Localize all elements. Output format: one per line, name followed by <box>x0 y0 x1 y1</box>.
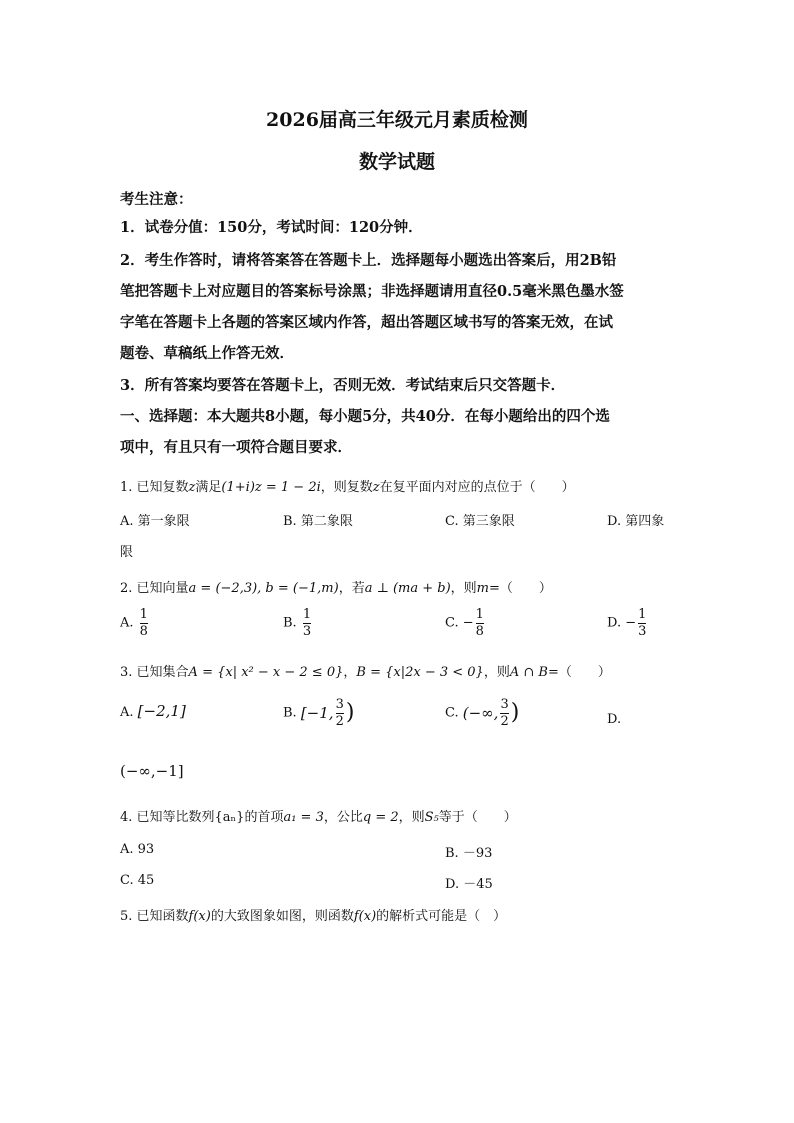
q3-option-c <box>445 698 519 728</box>
q2-text-1: 2. 已知向量 <box>120 581 189 596</box>
q1-option-b: B. 第二象限 <box>283 514 353 529</box>
q2-option-b-label: B. <box>283 615 297 631</box>
q2-option-c <box>445 608 486 638</box>
q4-option-c: C. 45 <box>120 873 155 888</box>
q1-option-d-wrap: 限 <box>120 545 134 560</box>
section-1-line-1: 一、选择题：本大题共8小题，每小题5分，共40分．在每小题给出的四个选 <box>120 408 610 425</box>
q3-option-b <box>283 698 354 728</box>
note-2-line-4: 题卷、草稿纸上作答无效． <box>120 345 294 362</box>
q3-text-4: =（ ） <box>547 665 611 680</box>
q1-var-z-2: z <box>372 480 380 495</box>
q4-ratio: q = 2 <box>362 810 399 825</box>
q2-text-2: ，若 <box>338 581 365 596</box>
numerator: 1 <box>139 607 148 622</box>
q2-var-m: m <box>476 581 489 596</box>
q3-intersection: A ∩ B <box>509 665 548 680</box>
q2-option-c-label: C. <box>445 615 459 631</box>
note-1: 1．试卷分值：150分，考试时间：120分钟． <box>120 219 423 236</box>
question-4 <box>120 806 517 825</box>
q1-option-d: D. 第四象 <box>607 514 665 529</box>
note-2-line-2: 笔把答题卡上对应题目的答案标号涂黑；非选择题请用直径0.5毫米黑色墨水签 <box>120 283 624 300</box>
q3-option-b-fraction <box>336 698 344 728</box>
q1-var-z: z <box>188 480 196 495</box>
q3-set-a: A = {x| x² − x − 2 ≤ 0} <box>188 665 344 680</box>
q1-option-a: A. 第一象限 <box>120 514 190 529</box>
question-1 <box>120 476 575 495</box>
q3-text-2: ， <box>343 665 357 680</box>
numerator: 1 <box>638 607 647 622</box>
denominator: 8 <box>475 623 484 639</box>
q1-text-1: 1. 已知复数 <box>120 480 189 495</box>
q3-option-c-fraction <box>500 698 508 728</box>
note-2-line-3: 字笔在答题卡上各题的答案区域内作答，超出答题区域书写的答案无效，在试 <box>120 314 613 331</box>
q3-option-b-left: [−1, <box>300 704 334 723</box>
q3-option-c-right: ) <box>510 700 520 726</box>
q4-option-b: B. －93 <box>445 846 493 861</box>
q2-option-c-fraction <box>476 608 484 638</box>
question-2 <box>120 577 552 596</box>
q2-text-4: =（ ） <box>489 581 552 596</box>
q2-option-b-fraction <box>303 608 311 638</box>
q3-text-1: 3. 已知集合 <box>120 665 189 680</box>
q2-option-d <box>607 608 648 638</box>
denominator: 3 <box>638 623 647 639</box>
q1-text-3: ，则复数 <box>320 480 373 495</box>
q3-option-a <box>120 702 186 720</box>
q3-option-c-left: (−∞, <box>462 704 499 723</box>
q1-option-c: C. 第三象限 <box>445 514 515 529</box>
note-2-line-1: 2．考生作答时，请将答案答在答题卡上．选择题每小题选出答案后，用2B铅 <box>120 252 617 269</box>
q4-text-3: ，则 <box>398 810 425 825</box>
q2-option-d-sign: − <box>625 615 637 631</box>
q3-option-d-label: D. <box>607 712 622 727</box>
q1-text-2: 满足 <box>195 480 222 495</box>
q2-option-b <box>283 608 313 638</box>
denominator: 8 <box>139 623 148 639</box>
q4-option-a: A. 93 <box>120 842 155 857</box>
q5-text-1: 5. 已知函数 <box>120 909 189 924</box>
question-3 <box>120 661 611 680</box>
q2-option-a-fraction <box>140 608 148 638</box>
denominator: 2 <box>500 713 509 729</box>
q3-option-b-right: ) <box>345 700 355 726</box>
q4-text-2: ，公比 <box>323 810 363 825</box>
section-1-line-2: 项中，有且只有一项符合题目要求． <box>120 439 352 456</box>
q3-set-b: B = {x|2x − 3 < 0} <box>356 665 484 680</box>
numerator: 1 <box>302 607 312 622</box>
q4-sum: S₅ <box>424 810 439 825</box>
numerator: 1 <box>475 607 484 622</box>
q2-option-c-sign: − <box>462 615 474 631</box>
numerator: 3 <box>500 697 509 712</box>
q1-text-4: 在复平面内对应的点位于（ ） <box>379 480 575 495</box>
q2-option-a <box>120 608 150 638</box>
q4-option-d: D. －45 <box>445 877 493 892</box>
q5-function-1: f(x) <box>188 909 211 924</box>
q5-text-3: 的解析式可能是（ ） <box>376 909 507 924</box>
q4-text-4: 等于（ ） <box>438 810 517 825</box>
q3-option-b-label: B. <box>283 705 297 721</box>
q5-function-2: f(x) <box>353 909 377 924</box>
q2-option-d-label: D. <box>607 615 622 631</box>
q4-text-1: 4. 已知等比数列{aₙ}的首项 <box>120 810 284 825</box>
denominator: 3 <box>302 623 312 639</box>
denominator: 2 <box>335 713 344 729</box>
q3-option-a-value: [−2,1] <box>137 702 186 720</box>
q5-text-2: 的大致图象如图，则函数 <box>210 909 354 924</box>
page-title: 2026届高三年级元月素质检测 <box>266 109 528 131</box>
q2-option-a-label: A. <box>120 615 134 631</box>
q1-expression: (1+i)z = 1 − 2i <box>221 480 321 495</box>
q3-option-c-label: C. <box>445 705 459 721</box>
q2-text-3: ，则 <box>450 581 477 596</box>
q3-text-3: ，则 <box>483 665 510 680</box>
numerator: 3 <box>335 697 344 712</box>
page-subtitle: 数学试题 <box>358 151 435 173</box>
note-3: 3．所有答案均要答在答题卡上，否则无效．考试结束后只交答题卡． <box>120 377 566 394</box>
q2-vectors: a = (−2,3), b = (−1,m) <box>188 581 339 596</box>
q3-option-d-value: (−∞,−1] <box>120 762 184 780</box>
q3-option-a-label: A. <box>120 705 134 720</box>
q2-option-d-fraction <box>638 608 646 638</box>
question-5 <box>120 905 506 924</box>
q2-condition: a ⊥ (ma + b) <box>364 581 451 596</box>
notes-heading: 考生注意： <box>120 191 193 208</box>
q4-first-term: a₁ = 3 <box>283 810 324 825</box>
